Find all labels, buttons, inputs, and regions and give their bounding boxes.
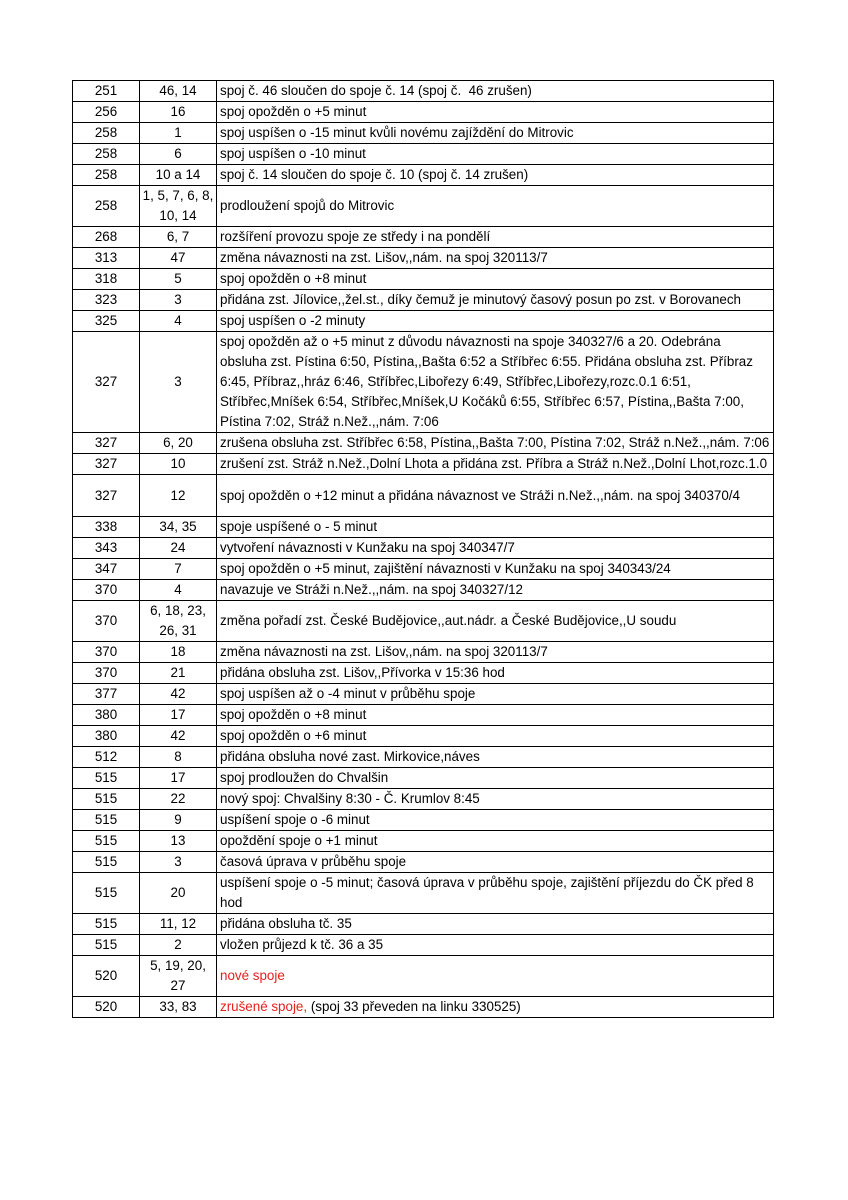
line-number-cell: 347 — [73, 559, 140, 580]
line-number-cell: 268 — [73, 227, 140, 248]
line-number-cell: 515 — [73, 768, 140, 789]
table-row — [73, 538, 774, 559]
connection-numbers-cell: 42 — [140, 684, 217, 705]
line-number-cell: 370 — [73, 580, 140, 601]
connection-numbers-cell: 4 — [140, 311, 217, 332]
change-description-cell — [217, 810, 774, 831]
table-row — [73, 102, 774, 123]
table-row — [73, 873, 774, 914]
description-text: spoj opožděn o +6 minut — [220, 728, 367, 743]
connection-numbers-cell: 22 — [140, 789, 217, 810]
change-description-cell — [217, 768, 774, 789]
description-text: spoj č. 14 sloučen do spoje č. 10 (spoj č. 14 zrušen) — [220, 167, 529, 182]
table-row — [73, 789, 774, 810]
change-description-cell — [217, 601, 774, 642]
line-number-cell: 343 — [73, 538, 140, 559]
connection-numbers-cell: 18 — [140, 642, 217, 663]
connection-numbers-cell: 6, 18, 23, 26, 31 — [140, 601, 217, 642]
table-row — [73, 705, 774, 726]
connection-numbers-cell: 3 — [140, 290, 217, 311]
table-row — [73, 580, 774, 601]
change-description-cell — [217, 559, 774, 580]
change-description-cell — [217, 726, 774, 747]
description-text: časová úprava v průběhu spoje — [220, 854, 407, 869]
connection-numbers-cell: 24 — [140, 538, 217, 559]
table-row — [73, 663, 774, 684]
line-number-cell: 515 — [73, 852, 140, 873]
change-description-cell — [217, 663, 774, 684]
change-description-cell — [217, 997, 774, 1018]
description-text: spoj opožděn až o +5 minut z důvodu návaznosti na spoje 340327/6 a 20. Odebrána obsluha zst. Pístina 6:50, Pístina,,Bašta 6:52 a Stříbřec 6:55. Přidána obsluha zst. Příbraz 6:45, Příbraz,,hráz 6:46, Stříbřec,Libořezy 6:49, Stříbřec,Libořezy,rozc.0.1 6:51, Stříbřec,Mníšek 6:54, Stříbřec,Mníšek,U Kočáků 6:55, Stříbřec 6:57, Pístina,,Bašta 7:00, Pístina 7:02, Stráž n.Než.,,nám. 7:06 — [220, 334, 757, 429]
changes-table-body — [73, 81, 774, 1018]
line-number-cell: 515 — [73, 831, 140, 852]
connection-numbers-cell: 17 — [140, 768, 217, 789]
description-text: vložen průjezd k tč. 36 a 35 — [220, 937, 384, 952]
description-text: spoj č. 46 sloučen do spoje č. 14 (spoj č. 46 zrušen) — [220, 83, 532, 98]
description-text: vytvoření návaznosti v Kunžaku na spoj 340347/7 — [220, 540, 515, 555]
table-row — [73, 684, 774, 705]
description-text: opoždění spoje o +1 minut — [220, 833, 378, 848]
description-text: spoj prodloužen do Chvalšin — [220, 770, 389, 785]
change-description-cell — [217, 935, 774, 956]
change-description-cell — [217, 852, 774, 873]
line-number-cell: 258 — [73, 123, 140, 144]
line-number-cell: 520 — [73, 956, 140, 997]
change-description-cell — [217, 186, 774, 227]
description-text: navazuje ve Stráži n.Než.,,nám. na spoj 340327/12 — [220, 582, 523, 597]
line-number-cell: 258 — [73, 165, 140, 186]
description-text: přidána obsluha nové zast. Mirkovice,náves — [220, 749, 480, 764]
connection-numbers-cell: 3 — [140, 332, 217, 433]
table-row — [73, 248, 774, 269]
connection-numbers-cell: 46, 14 — [140, 81, 217, 102]
line-number-cell: 380 — [73, 726, 140, 747]
description-text: (spoj 33 převeden na linku 330525) — [307, 999, 521, 1014]
line-number-cell: 515 — [73, 914, 140, 935]
change-description-cell — [217, 165, 774, 186]
highlighted-note: zrušené spoje, — [220, 999, 308, 1014]
connection-numbers-cell: 5, 19, 20, 27 — [140, 956, 217, 997]
change-description-cell — [217, 956, 774, 997]
change-description-cell — [217, 123, 774, 144]
connection-numbers-cell: 47 — [140, 248, 217, 269]
description-text: spoj opožděn o +5 minut, zajištění návaznosti v Kunžaku na spoj 340343/24 — [220, 561, 671, 576]
table-row — [73, 601, 774, 642]
change-description-cell — [217, 747, 774, 768]
change-description-cell — [217, 475, 774, 517]
description-text: uspíšení spoje o -5 minut; časová úprava v průběhu spoje, zajištění příjezdu do ČK před 8 hod — [220, 875, 758, 910]
changes-table — [72, 80, 774, 1018]
connection-numbers-cell: 2 — [140, 935, 217, 956]
description-text: přidána obsluha zst. Lišov,,Přívorka v 15:36 hod — [220, 665, 505, 680]
connection-numbers-cell: 13 — [140, 831, 217, 852]
description-text: spoj opožděn o +8 minut — [220, 271, 367, 286]
change-description-cell — [217, 227, 774, 248]
connection-numbers-cell: 6 — [140, 144, 217, 165]
change-description-cell — [217, 454, 774, 475]
description-text: rozšíření provozu spoje ze středy i na pondělí — [220, 229, 491, 244]
description-text: spoj uspíšen o -15 minut kvůli novému zajíždění do Mitrovic — [220, 125, 574, 140]
description-text: spoje uspíšené o - 5 minut — [220, 519, 378, 534]
change-description-cell — [217, 248, 774, 269]
table-row — [73, 433, 774, 454]
change-description-cell — [217, 311, 774, 332]
line-number-cell: 370 — [73, 601, 140, 642]
connection-numbers-cell: 7 — [140, 559, 217, 580]
line-number-cell: 520 — [73, 997, 140, 1018]
line-number-cell: 258 — [73, 144, 140, 165]
connection-numbers-cell: 20 — [140, 873, 217, 914]
change-description-cell — [217, 642, 774, 663]
table-row — [73, 311, 774, 332]
connection-numbers-cell: 11, 12 — [140, 914, 217, 935]
table-row — [73, 227, 774, 248]
description-text: přidána zst. Jílovice,,žel.st., díky čemuž je minutový časový posun po zst. v Borovanech — [220, 292, 741, 307]
change-description-cell — [217, 269, 774, 290]
table-row — [73, 186, 774, 227]
table-row — [73, 831, 774, 852]
line-number-cell: 325 — [73, 311, 140, 332]
line-number-cell: 515 — [73, 789, 140, 810]
change-description-cell — [217, 914, 774, 935]
line-number-cell: 515 — [73, 935, 140, 956]
table-row — [73, 642, 774, 663]
description-text: spoj opožděn o +12 minut a přidána návaznost ve Stráži n.Než.,,nám. na spoj 340370/4 — [220, 487, 740, 503]
description-text: zrušena obsluha zst. Stříbřec 6:58, Pístina,,Bašta 7:00, Pístina 7:02, Stráž n.Než.,,nám. 7:06 — [220, 435, 770, 450]
table-row — [73, 559, 774, 580]
connection-numbers-cell: 4 — [140, 580, 217, 601]
change-description-cell — [217, 873, 774, 914]
change-description-cell — [217, 789, 774, 810]
table-row — [73, 517, 774, 538]
connection-numbers-cell: 6, 7 — [140, 227, 217, 248]
line-number-cell: 515 — [73, 873, 140, 914]
line-number-cell: 327 — [73, 433, 140, 454]
table-row — [73, 165, 774, 186]
description-text: přidána obsluha tč. 35 — [220, 916, 352, 931]
line-number-cell: 380 — [73, 705, 140, 726]
connection-numbers-cell: 10 a 14 — [140, 165, 217, 186]
line-number-cell: 327 — [73, 454, 140, 475]
line-number-cell: 327 — [73, 332, 140, 433]
line-number-cell: 256 — [73, 102, 140, 123]
change-description-cell — [217, 580, 774, 601]
change-description-cell — [217, 290, 774, 311]
table-row — [73, 768, 774, 789]
connection-numbers-cell: 1 — [140, 123, 217, 144]
change-description-cell — [217, 705, 774, 726]
line-number-cell: 515 — [73, 810, 140, 831]
connection-numbers-cell: 1, 5, 7, 6, 8, 10, 14 — [140, 186, 217, 227]
connection-numbers-cell: 34, 35 — [140, 517, 217, 538]
connection-numbers-cell: 42 — [140, 726, 217, 747]
description-text: zrušení zst. Stráž n.Než.,Dolní Lhota a přidána zst. Příbra a Stráž n.Než.,Dolní Lhot,rozc.1.0 — [220, 456, 768, 471]
table-row — [73, 123, 774, 144]
description-text: uspíšení spoje o -6 minut — [220, 812, 370, 827]
change-description-cell — [217, 517, 774, 538]
description-text: změna návaznosti na zst. Lišov,,nám. na spoj 320113/7 — [220, 250, 548, 265]
line-number-cell: 370 — [73, 642, 140, 663]
table-row — [73, 810, 774, 831]
line-number-cell: 251 — [73, 81, 140, 102]
change-description-cell — [217, 684, 774, 705]
table-row — [73, 852, 774, 873]
line-number-cell: 318 — [73, 269, 140, 290]
line-number-cell: 313 — [73, 248, 140, 269]
table-row — [73, 290, 774, 311]
highlighted-note: nové spoje — [220, 968, 285, 983]
change-description-cell — [217, 144, 774, 165]
table-row — [73, 914, 774, 935]
description-text: změna návaznosti na zst. Lišov,,nám. na spoj 320113/7 — [220, 644, 548, 659]
change-description-cell — [217, 538, 774, 559]
connection-numbers-cell: 6, 20 — [140, 433, 217, 454]
description-text: prodloužení spojů do Mitrovic — [220, 198, 395, 213]
table-row — [73, 454, 774, 475]
connection-numbers-cell: 5 — [140, 269, 217, 290]
description-text: spoj opožděn o +8 minut — [220, 707, 367, 722]
change-description-cell — [217, 332, 774, 433]
table-row — [73, 956, 774, 997]
table-row — [73, 269, 774, 290]
line-number-cell: 327 — [73, 475, 140, 517]
line-number-cell: 323 — [73, 290, 140, 311]
description-text: spoj uspíšen až o -4 minut v průběhu spoje — [220, 686, 476, 701]
line-number-cell: 512 — [73, 747, 140, 768]
description-text: změna pořadí zst. České Budějovice,,aut.nádr. a České Budějovice,,U soudu — [220, 613, 677, 628]
table-row — [73, 747, 774, 768]
table-row — [73, 144, 774, 165]
table-row — [73, 726, 774, 747]
table-row — [73, 332, 774, 433]
line-number-cell: 370 — [73, 663, 140, 684]
table-row — [73, 81, 774, 102]
change-description-cell — [217, 81, 774, 102]
connection-numbers-cell: 9 — [140, 810, 217, 831]
connection-numbers-cell: 3 — [140, 852, 217, 873]
connection-numbers-cell: 16 — [140, 102, 217, 123]
change-description-cell — [217, 831, 774, 852]
change-description-cell — [217, 102, 774, 123]
description-text: nový spoj: Chvalšiny 8:30 - Č. Krumlov 8:45 — [220, 791, 480, 806]
line-number-cell: 338 — [73, 517, 140, 538]
description-text: spoj uspíšen o -2 minuty — [220, 313, 366, 328]
line-number-cell: 258 — [73, 186, 140, 227]
connection-numbers-cell: 21 — [140, 663, 217, 684]
connection-numbers-cell: 17 — [140, 705, 217, 726]
connection-numbers-cell: 33, 83 — [140, 997, 217, 1018]
description-text: spoj opožděn o +5 minut — [220, 104, 367, 119]
connection-numbers-cell: 8 — [140, 747, 217, 768]
description-text: spoj uspíšen o -10 minut — [220, 146, 366, 161]
change-description-cell — [217, 433, 774, 454]
line-number-cell: 377 — [73, 684, 140, 705]
table-row — [73, 997, 774, 1018]
table-row — [73, 935, 774, 956]
table-row — [73, 475, 774, 517]
connection-numbers-cell: 12 — [140, 475, 217, 517]
connection-numbers-cell: 10 — [140, 454, 217, 475]
